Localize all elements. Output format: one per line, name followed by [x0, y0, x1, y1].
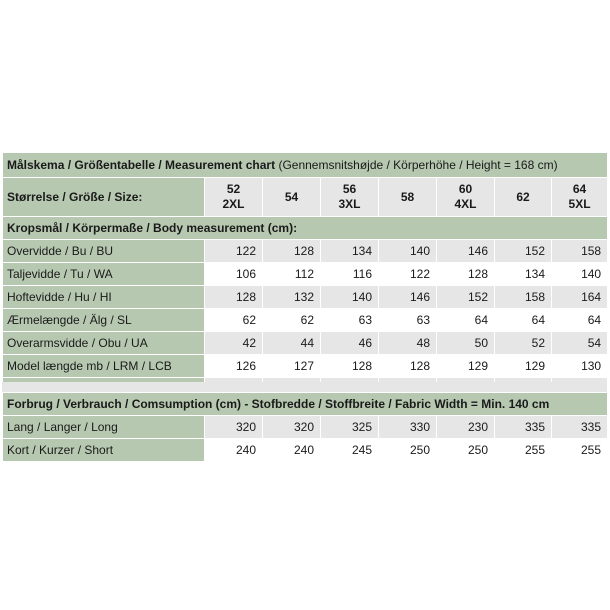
body-cell: 140 — [552, 263, 608, 286]
body-cell: 129 — [437, 355, 495, 378]
section-divider — [2, 382, 607, 392]
body-cell: 116 — [321, 263, 379, 286]
consumption-cell: 230 — [437, 416, 495, 439]
body-cell: 128 — [437, 263, 495, 286]
body-cell: 146 — [437, 240, 495, 263]
body-cell: 63 — [321, 309, 379, 332]
body-row — [3, 263, 608, 286]
size-col-54: 54 — [263, 178, 321, 217]
body-row-label: Taljevidde / Tu / WA — [3, 263, 205, 286]
body-cell: 122 — [379, 263, 437, 286]
body-cell: 128 — [321, 355, 379, 378]
body-cell: 112 — [263, 263, 321, 286]
body-cell: 63 — [379, 309, 437, 332]
consumption-rows — [3, 416, 608, 462]
consumption-row-label: Lang / Langer / Long — [3, 416, 205, 439]
size-label: Størrelse / Größe / Size: — [3, 178, 205, 217]
consumption-cell: 255 — [552, 439, 608, 462]
body-cell: 54 — [552, 332, 608, 355]
consumption-cell: 330 — [379, 416, 437, 439]
body-row-label: Overvidde / Bu / BU — [3, 240, 205, 263]
body-cell: 152 — [437, 286, 495, 309]
body-row — [3, 332, 608, 355]
body-cell: 62 — [205, 309, 263, 332]
size-col-64: 64 5XL — [552, 178, 608, 217]
consumption-cell: 320 — [263, 416, 321, 439]
body-cell: 128 — [205, 286, 263, 309]
title-note: (Gennemsnitshøjde / Körperhöhe / Height = 168 cm) — [278, 158, 558, 172]
consumption-cell: 250 — [379, 439, 437, 462]
body-section-row — [3, 217, 608, 240]
consumption-cell: 250 — [437, 439, 495, 462]
consumption-heading-row — [3, 393, 608, 416]
body-cell: 50 — [437, 332, 495, 355]
body-cell: 152 — [495, 240, 552, 263]
measurement-table — [2, 152, 608, 401]
body-cell: 129 — [495, 355, 552, 378]
consumption-cell: 245 — [321, 439, 379, 462]
consumption-row — [3, 416, 608, 439]
body-row-label: Overarmsvidde / Obu / UA — [3, 332, 205, 355]
body-cell: 106 — [205, 263, 263, 286]
body-row — [3, 309, 608, 332]
body-row — [3, 355, 608, 378]
body-cell: 164 — [552, 286, 608, 309]
body-cell: 130 — [552, 355, 608, 378]
body-cell: 140 — [321, 286, 379, 309]
body-section-heading: Kropsmål / Körpermaße / Body measurement (cm): — [3, 217, 608, 240]
body-cell: 48 — [379, 332, 437, 355]
body-cell: 44 — [263, 332, 321, 355]
body-cell: 64 — [437, 309, 495, 332]
size-col-62: 62 — [495, 178, 552, 217]
table-title-row — [3, 153, 608, 178]
body-row-label: Model længde mb / LRM / LCB — [3, 355, 205, 378]
body-cell: 127 — [263, 355, 321, 378]
body-row — [3, 240, 608, 263]
size-col-58: 58 — [379, 178, 437, 217]
consumption-cell: 255 — [495, 439, 552, 462]
consumption-cell: 240 — [205, 439, 263, 462]
size-col-56: 56 3XL — [321, 178, 379, 217]
body-cell: 64 — [495, 309, 552, 332]
size-col-60: 60 4XL — [437, 178, 495, 217]
consumption-cell: 335 — [552, 416, 608, 439]
body-cell: 146 — [379, 286, 437, 309]
consumption-cell: 335 — [495, 416, 552, 439]
body-cell: 158 — [552, 240, 608, 263]
consumption-row-label: Kort / Kurzer / Short — [3, 439, 205, 462]
body-row-label: Ærmelængde / Älg / SL — [3, 309, 205, 332]
body-cell: 42 — [205, 332, 263, 355]
body-cell: 134 — [495, 263, 552, 286]
body-cell: 140 — [379, 240, 437, 263]
body-cell: 158 — [495, 286, 552, 309]
size-col-52: 52 2XL — [205, 178, 263, 217]
consumption-row — [3, 439, 608, 462]
body-cell: 122 — [205, 240, 263, 263]
body-row — [3, 286, 608, 309]
table-title — [3, 153, 608, 178]
consumption-table — [2, 392, 608, 462]
size-row — [3, 178, 608, 217]
body-cell: 134 — [321, 240, 379, 263]
body-cell: 52 — [495, 332, 552, 355]
consumption-cell: 320 — [205, 416, 263, 439]
body-cell: 126 — [205, 355, 263, 378]
body-rows — [3, 240, 608, 401]
body-cell: 128 — [379, 355, 437, 378]
consumption-heading: Forbrug / Verbrauch / Comsumption (cm) - Stofbredde / Stoffbreite / Fabric Width = Min. 140 cm — [3, 393, 608, 416]
body-cell: 132 — [263, 286, 321, 309]
consumption-cell: 240 — [263, 439, 321, 462]
consumption-cell: 325 — [321, 416, 379, 439]
title-bold: Målskema / Größentabelle / Measurement chart — [7, 158, 276, 172]
body-row-label: Hoftevidde / Hu / HI — [3, 286, 205, 309]
body-cell: 62 — [263, 309, 321, 332]
body-cell: 128 — [263, 240, 321, 263]
body-cell: 46 — [321, 332, 379, 355]
body-cell: 64 — [552, 309, 608, 332]
